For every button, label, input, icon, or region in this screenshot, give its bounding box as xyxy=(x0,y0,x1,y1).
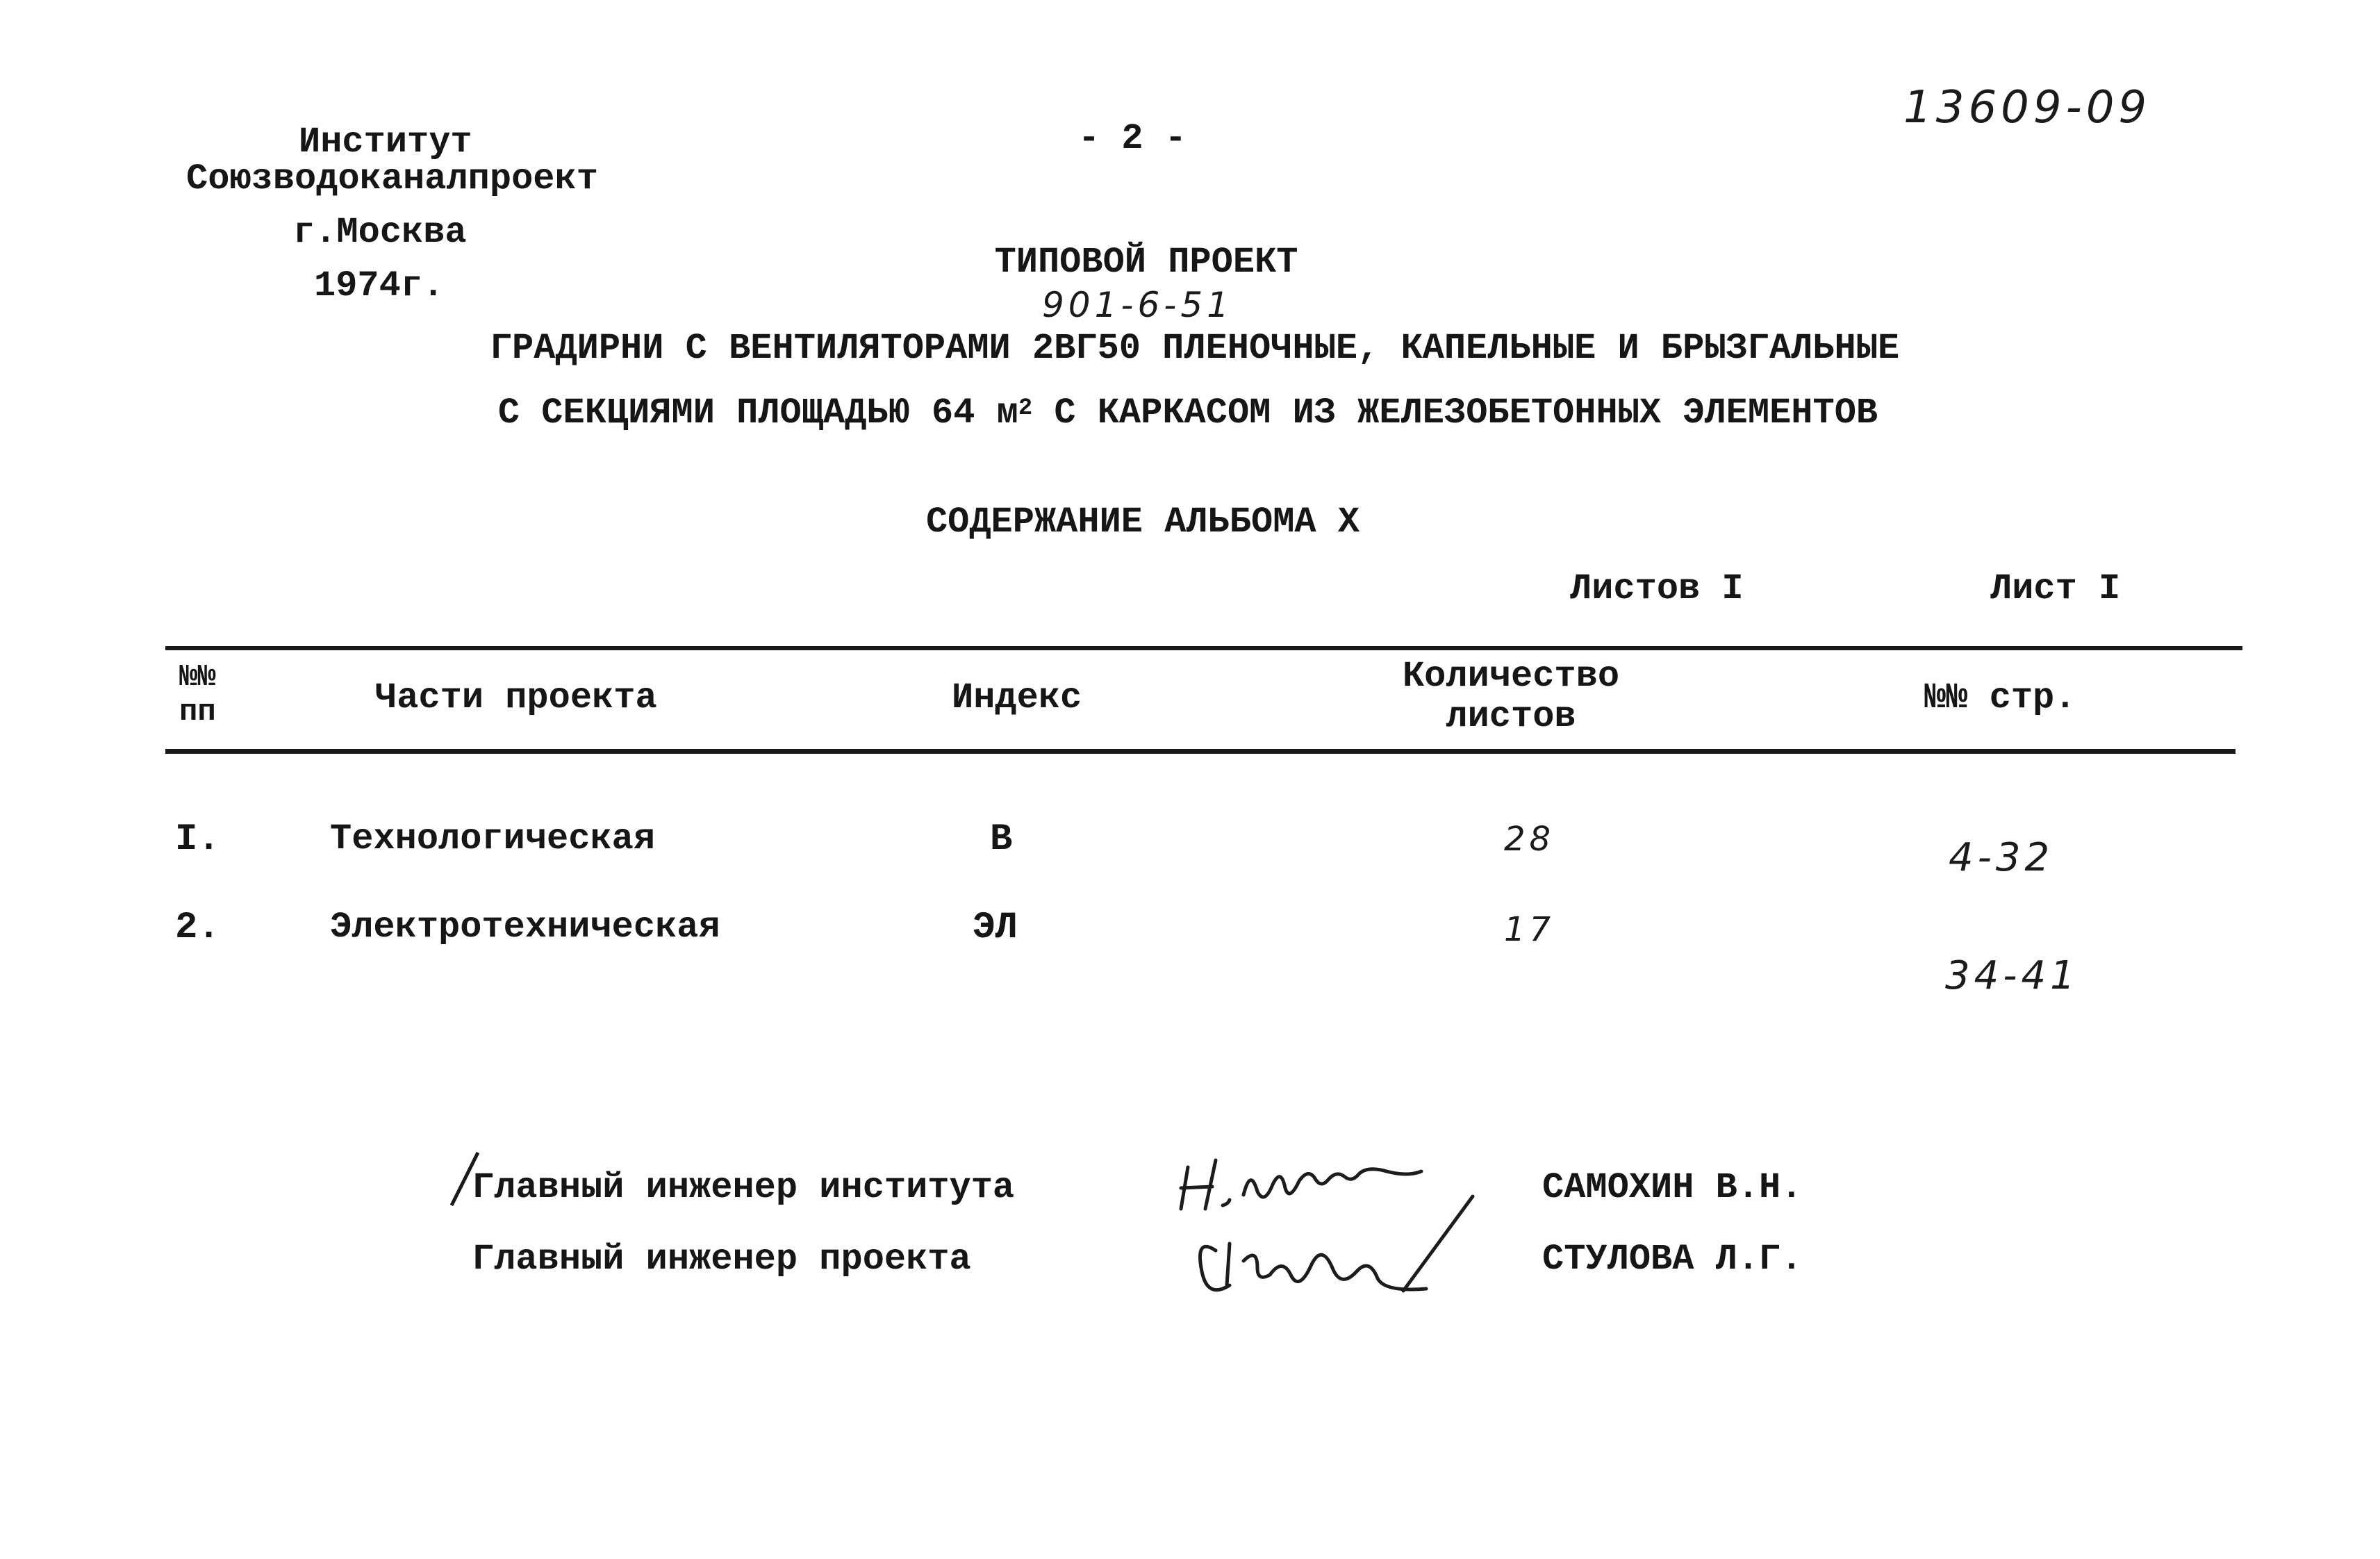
page-number: - 2 - xyxy=(1077,118,1187,159)
signature-role: Главный инженер проекта xyxy=(472,1239,971,1280)
institute-label: Институт xyxy=(299,122,472,163)
project-title-line1: ГРАДИРНИ С ВЕНТИЛЯТОРАМИ 2ВГ50 ПЛЕНОЧНЫЕ, КАПЕЛЬНЫЕ И БРЫЗГАЛЬНЫЕ xyxy=(490,328,1900,369)
row-pages: 4-32 xyxy=(1949,835,2054,880)
row-index: В xyxy=(990,818,1013,861)
year: 1974г. xyxy=(314,265,445,306)
column-count: Количество листов xyxy=(1402,656,1620,737)
column-index: Индекс xyxy=(952,677,1082,718)
row-num: 2. xyxy=(175,907,220,949)
row-index: ЭЛ xyxy=(973,907,1018,949)
sheet-number: Лист I xyxy=(1990,568,2121,609)
row-part: Технологическая xyxy=(330,818,656,859)
project-code: 901-6-51 xyxy=(1042,285,1233,325)
row-pages: 34-41 xyxy=(1945,953,2079,998)
contents-heading: СОДЕРЖАНИЕ АЛЬБОМА Х xyxy=(925,502,1360,543)
table-header-rule xyxy=(165,749,2236,754)
institute-name: Союзводоканалпроект xyxy=(186,158,598,199)
column-num: №№ пп xyxy=(179,660,216,729)
sheets-total: Листов I xyxy=(1570,568,1744,609)
city: г.Москва xyxy=(293,212,467,253)
column-pages: №№ стр. xyxy=(1924,677,2076,718)
signature-scribble xyxy=(1174,1139,1501,1306)
row-part: Электротехническая xyxy=(330,907,720,948)
project-type: ТИПОВОЙ ПРОЕКТ xyxy=(994,242,1298,283)
row-num: I. xyxy=(175,818,220,861)
signature-name: СТУЛОВА Л.Г. xyxy=(1542,1239,1803,1280)
signature-name: САМОХИН В.Н. xyxy=(1542,1167,1803,1208)
signature-role: Главный инженер института xyxy=(472,1167,1015,1208)
archive-number: 13609-09 xyxy=(1903,82,2151,133)
project-title-line2: С СЕКЦИЯМИ ПЛОЩАДЬЮ 64 $м^2$ С КАРКАСОМ ИЗ ЖЕЛЕЗОБЕТОННЫХ ЭЛЕМЕНТОВ xyxy=(497,393,1878,434)
row-count: 17 xyxy=(1504,910,1555,949)
row-count: 28 xyxy=(1504,820,1555,859)
table-top-rule xyxy=(165,646,2242,650)
column-part: Части проекта xyxy=(375,677,657,718)
